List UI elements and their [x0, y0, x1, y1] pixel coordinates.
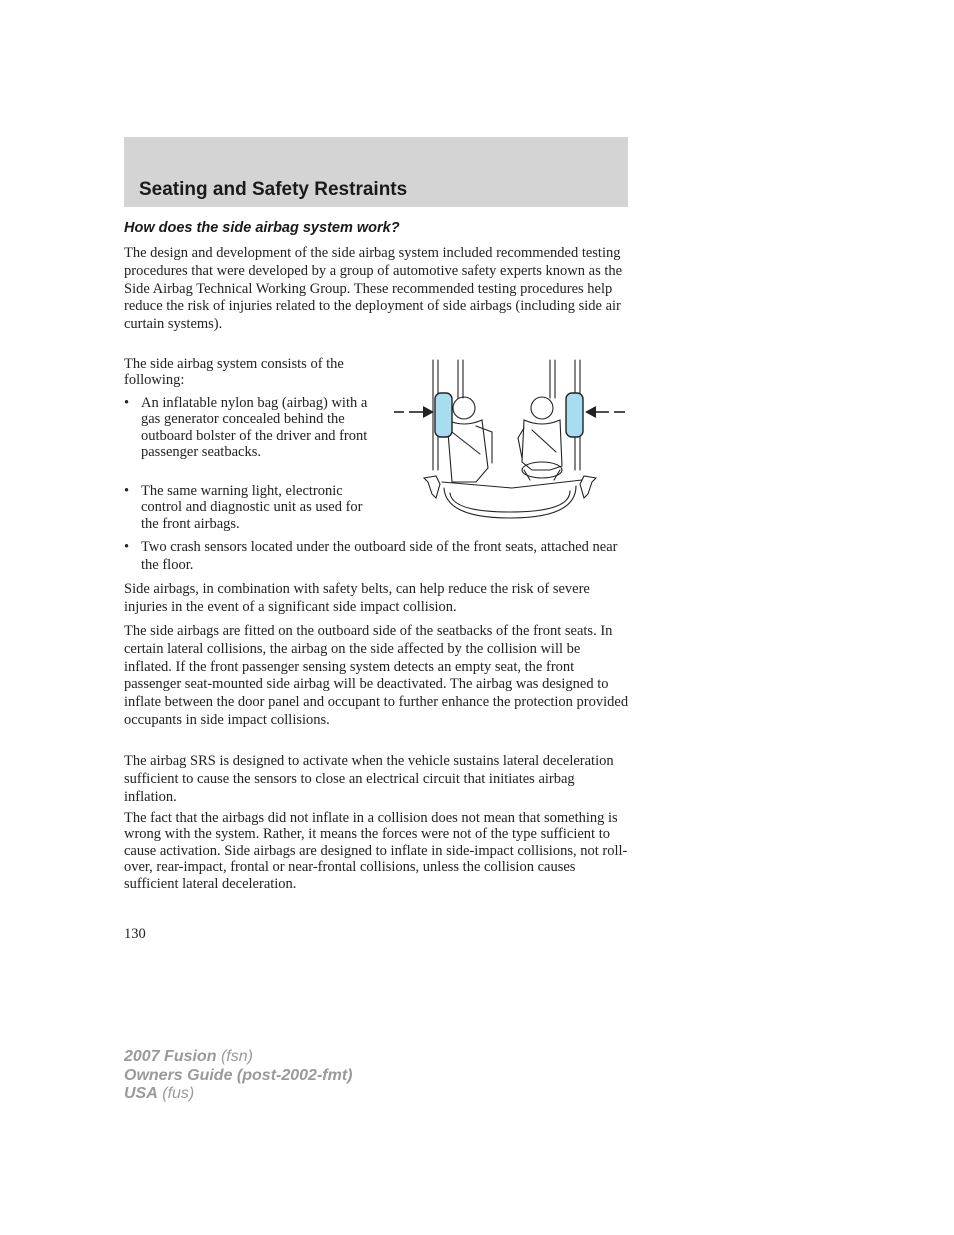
paragraph: The airbag SRS is designed to activate when the vehicle sustains lateral deceleration sufficient to cause the sensors to close an electrical circuit that initiates airbag inflation.	[124, 753, 614, 805]
footer-model: 2007 Fusion	[124, 1048, 217, 1065]
paragraph: Side airbags, in combination with safety belts, can help reduce the risk of severe injuries in the event of a significant side impact collision.	[124, 581, 590, 615]
list-item-text: The same warning light, electronic control and diagnostic unit as used for the front airbags.	[141, 483, 363, 532]
list-item	[124, 539, 630, 575]
bullet-icon: •	[124, 539, 130, 555]
right-side-airbag-icon	[566, 393, 583, 437]
footer-guide: Owners Guide (post-2002-fmt)	[124, 1066, 353, 1084]
list-item	[124, 395, 379, 461]
footer-market-code: (fus)	[162, 1085, 195, 1102]
right-impact-arrow-icon	[585, 406, 625, 418]
list-item-text: An inflatable nylon bag (airbag) with a gas generator concealed behind the outboard bolster of the driver and front passenger seatbacks.	[141, 395, 368, 461]
page-number: 130	[124, 926, 146, 942]
footer-model-code: (fsn)	[220, 1048, 253, 1065]
bullet-icon: •	[124, 483, 130, 499]
document-footer	[124, 1048, 352, 1104]
left-side-airbag-icon	[435, 393, 452, 437]
section-heading: How does the side airbag system work?	[124, 220, 400, 236]
bullet-icon: •	[124, 395, 130, 411]
list-item-text: Two crash sensors located under the outboard side of the front seats, attached near the floor.	[141, 539, 618, 573]
footer-line	[124, 1048, 352, 1067]
left-impact-arrow-icon	[394, 406, 434, 418]
side-airbag-diagram	[392, 358, 628, 520]
list-item	[124, 483, 379, 532]
footer-line	[124, 1067, 352, 1086]
intro-paragraph: The design and development of the side airbag system included recommended testing procedures that were developed by a group of automotive safety experts known as the Side Airbag Technical Working Group. These recommended testing procedures help reduce the risk of injuries related to the deployment of side airbags (including side air curtain systems).	[124, 245, 623, 333]
consists-of-text: The side airbag system consists of the following:	[124, 356, 344, 389]
footer-line	[124, 1085, 352, 1104]
paragraph: The side airbags are fitted on the outboard side of the seatbacks of the front seats. In certain lateral collisions, the airbag on the side affected by the collision will be inflated. If the front passenger sensing system detects an empty seat, the front passenger seat-mounted side airbag will be deactivated. The airbag was designed to inflate between the door panel and occupant to further enhance the protection provided occupants in side impact collisions.	[124, 623, 629, 728]
header-band	[124, 137, 628, 207]
footer-market: USA	[124, 1085, 158, 1102]
page-title: Seating and Safety Restraints	[139, 179, 408, 200]
paragraph: The fact that the airbags did not inflate in a collision does not mean that something is wrong with the system. Rather, it means the forces were not of the type sufficient to cause activation. Side airbags are designed to inflate in side-impact collisions, not roll-over, rear-impact, frontal or near-frontal collisions, unless the collision causes sufficient lateral deceleration.	[124, 810, 628, 892]
